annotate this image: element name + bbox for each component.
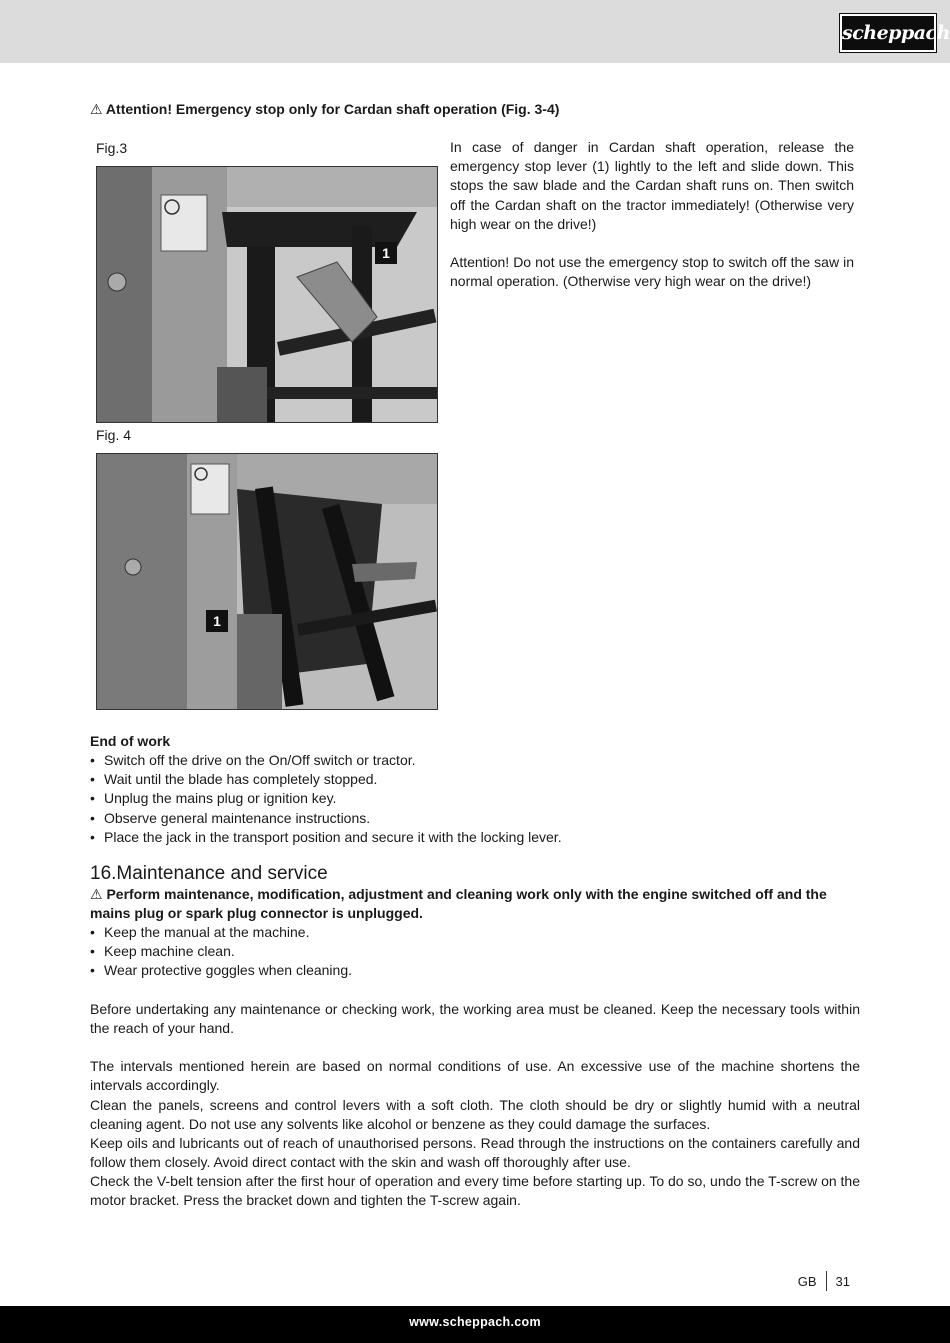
attention-title: ⚠ Attention! Emergency stop only for Cardan shaft operation (Fig. 3-4) (90, 101, 560, 117)
website-url: www.scheppach.com (409, 1315, 541, 1329)
list-item: • Observe general maintenance instructions. (90, 809, 562, 828)
list-item: • Wait until the blade has completely stopped. (90, 770, 562, 789)
list-item: • Switch off the drive on the On/Off switch or tractor. (90, 751, 562, 770)
footer-divider (826, 1271, 827, 1291)
page-footer (798, 1271, 850, 1291)
list-item: • Place the jack in the transport position and secure it with the locking lever. (90, 828, 562, 847)
maintenance-paragraph-3: Clean the panels, screens and control levers with a soft cloth. The cloth should be dry or slightly humid with a neutral cleaning agent. Do not use any solvents like alcohol or benzene as they could damage the surfaces. (90, 1097, 860, 1133)
maintenance-paragraph-1: Before undertaking any maintenance or checking work, the working area must be cleaned. Keep the necessary tools within the reach of your hand. (90, 1001, 860, 1037)
fig3-photo (96, 166, 438, 423)
list-item: • Unplug the mains plug or ignition key. (90, 789, 562, 808)
bottom-bar (0, 1306, 950, 1343)
end-of-work-list (90, 751, 562, 847)
section-heading-maintenance: 16.Maintenance and service (90, 863, 328, 884)
list-item: • Wear protective goggles when cleaning. (90, 961, 352, 980)
emergency-stop-paragraph: In case of danger in Cardan shaft operation, release the emergency stop lever (1) lightly to the left and slide down. This stops the saw blade and the Cardan shaft runs on. Then switch off the Cardan shaft on the tractor immediately! (Otherwise very high wear on the drive!) (450, 139, 854, 232)
fig3-callout: 1 (375, 242, 397, 264)
emergency-stop-attention: Attention! Do not use the emergency stop to switch off the saw in normal operation. (Otherwise very high wear on the drive!) (450, 254, 854, 290)
maintenance-paragraph-2: The intervals mentioned herein are based on normal conditions of use. An excessive use of the machine shortens the intervals accordingly. (90, 1058, 860, 1094)
list-item: • Keep machine clean. (90, 942, 352, 961)
fig4-callout: 1 (206, 610, 228, 632)
language-code: GB (797, 1273, 817, 1289)
maintenance-paragraph-4: Keep oils and lubricants out of reach of unauthorised persons. Read through the instructions on the containers carefully and follow them closely. Avoid direct contact with the skin and wash off thoroughly after use. (90, 1135, 860, 1171)
fig4-photo (96, 453, 438, 710)
fig4-label: Fig. 4 (96, 427, 132, 443)
list-item: • Keep the manual at the machine. (90, 923, 352, 942)
right-column (450, 138, 854, 311)
fig3-label: Fig.3 (96, 140, 128, 156)
maintenance-paragraph-5: Check the V-belt tension after the first hour of operation and every time before starting up. To do so, undo the T-screw on the motor bracket. Press the bracket down and tighten the T-screw again. (90, 1173, 860, 1209)
header-bar (0, 0, 950, 63)
end-of-work-heading: End of work (90, 733, 171, 749)
maintenance-list (90, 923, 352, 981)
maintenance-warning: ⚠ Perform maintenance, modification, adjustment and cleaning work only with the engine switched off and the mains plug or spark plug connector is unplugged. (90, 886, 827, 922)
scheppach-logo: scheppach (840, 14, 936, 52)
page-number: 31 (835, 1273, 850, 1289)
